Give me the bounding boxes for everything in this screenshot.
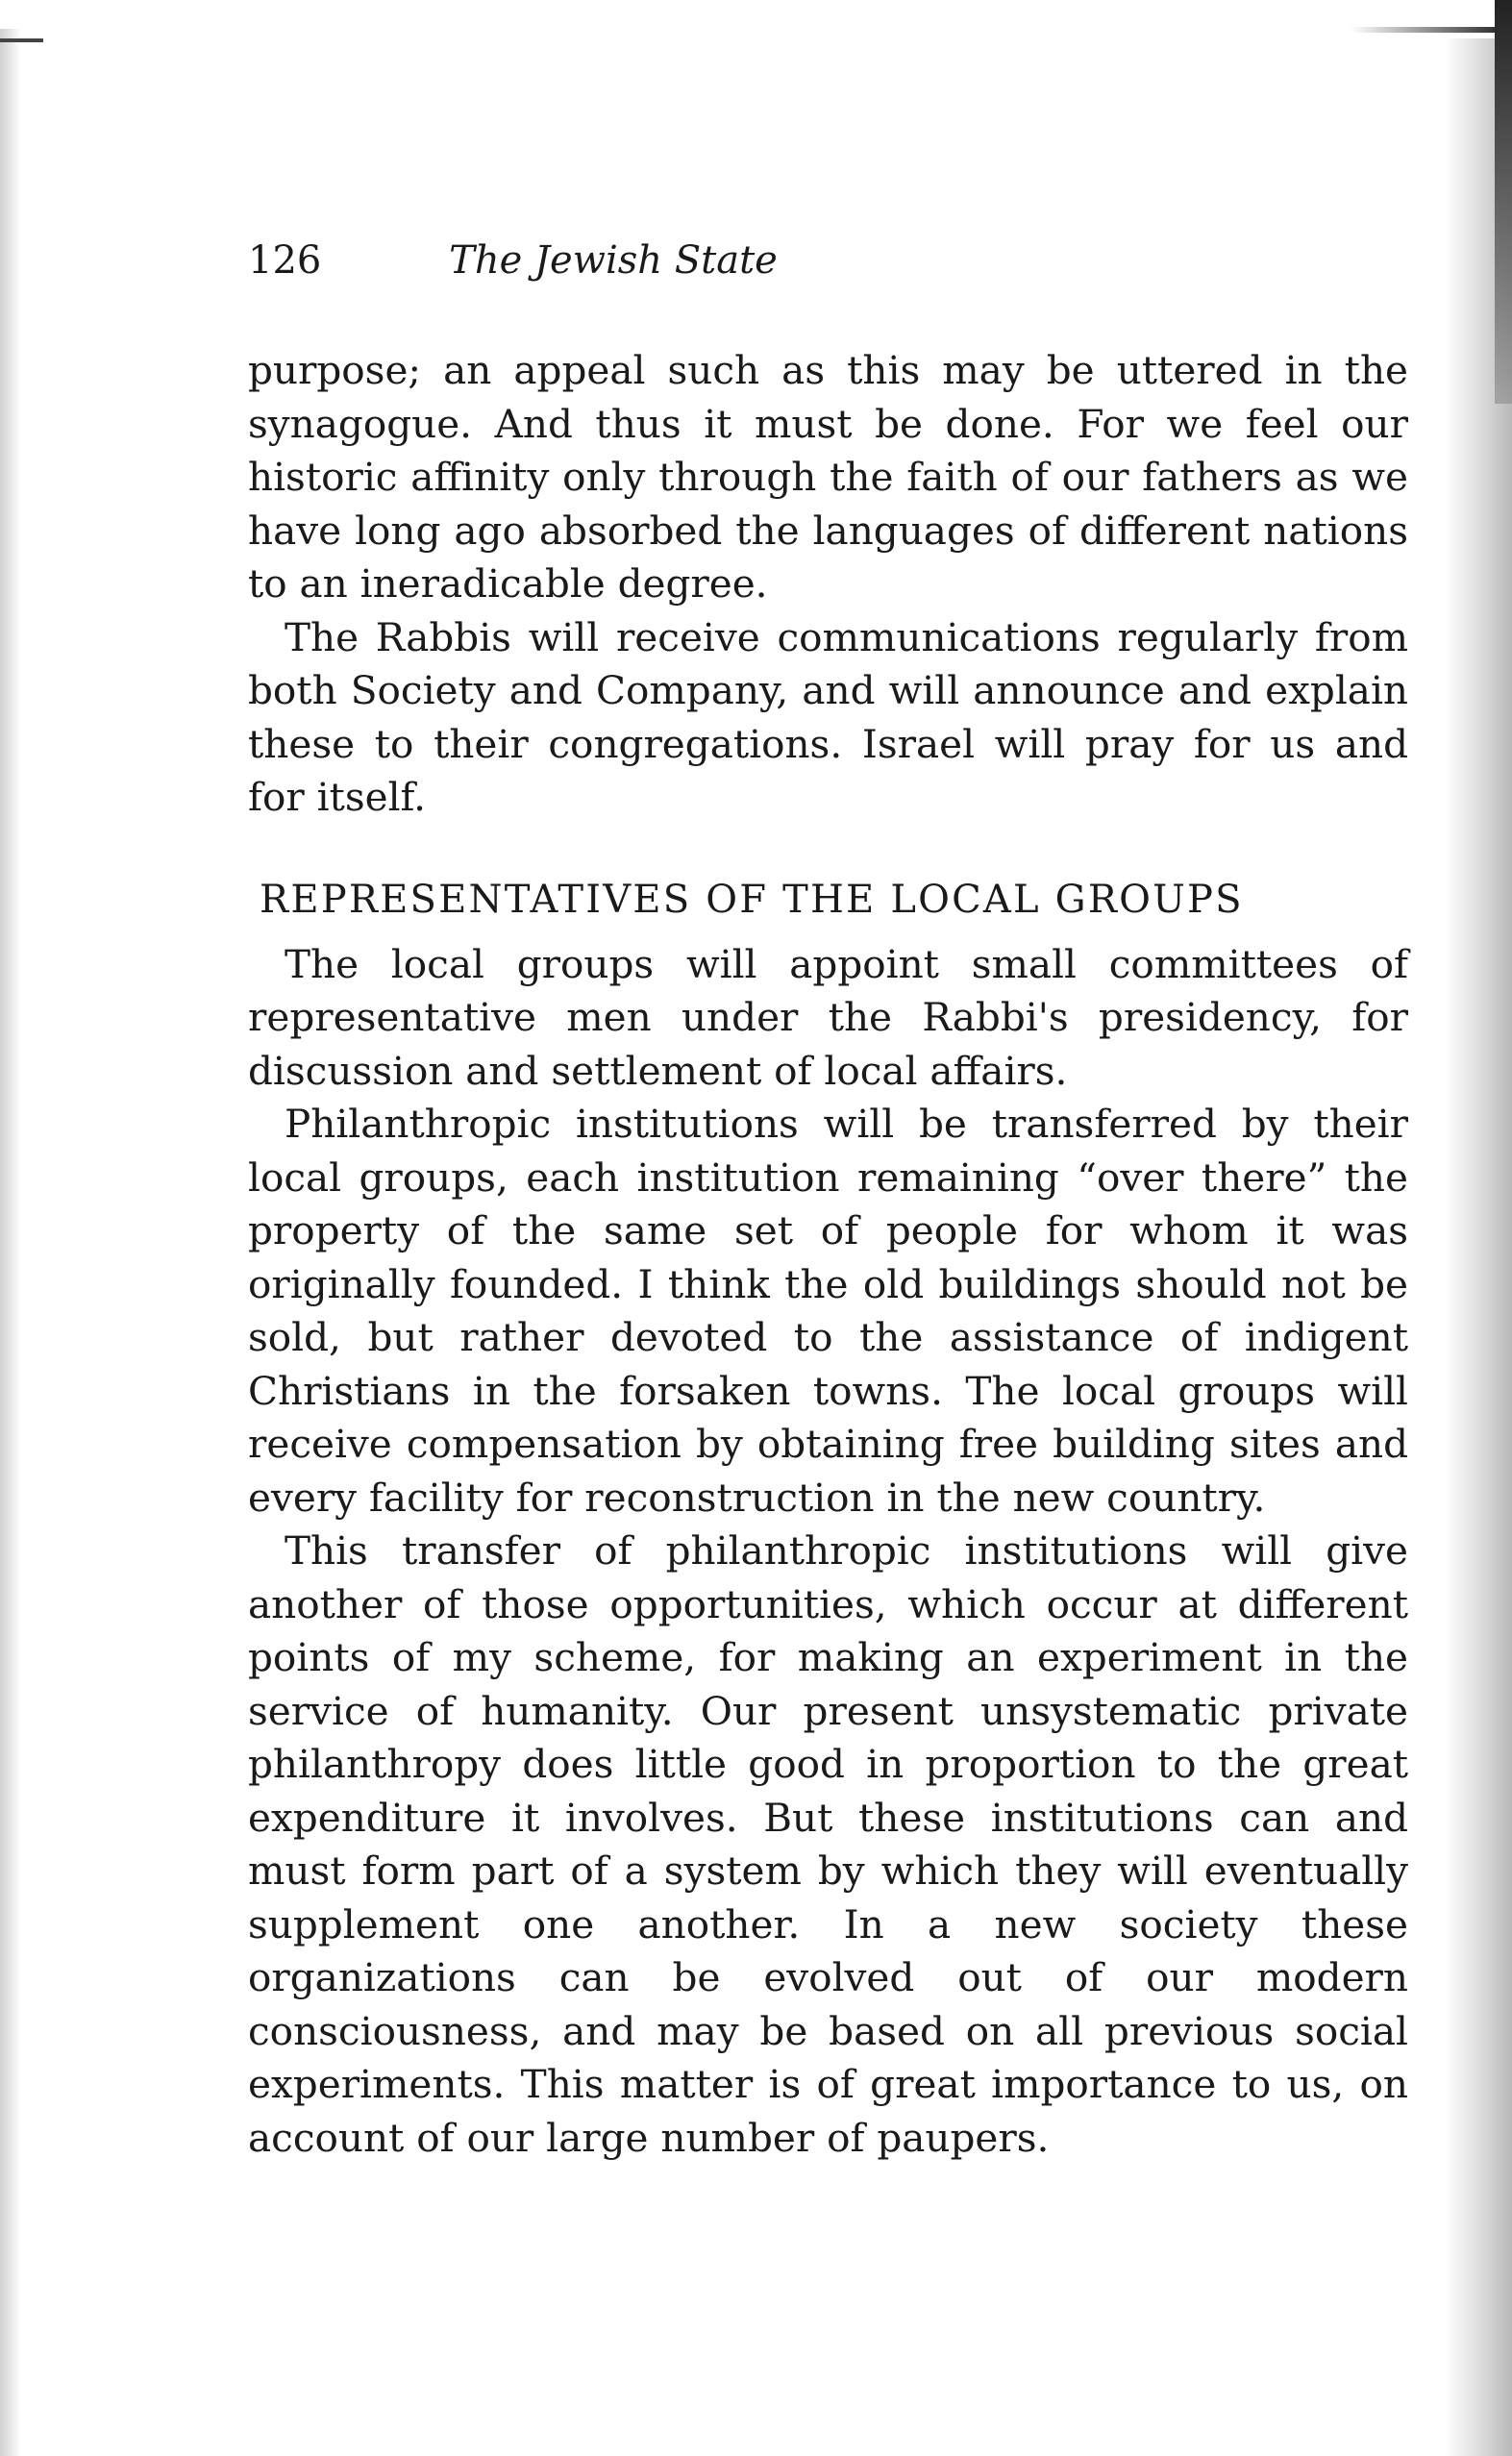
- paragraph-rabbis: The Rabbis will receive communications regularly from both Society and Company, and will announce and explain these to their congregations. Israel will pray for us and for itself.: [248, 613, 1408, 820]
- scan-edge-left: [0, 29, 21, 2456]
- paragraph-transfer-experiment: This transfer of philanthropic institutions will give another of those opportunities, which occur at different points of my scheme, for making an experiment in the service of humanity. Our present unsystematic private philanthropy does little good in proportion to the great expenditure it involves. But these institutions can and must form part of a system by which they will eventually supplement one another. In a new society these organizations can be evolved out of our modern consciousness, and may be based on all previous social experiments. This matter is of great importance to us, on account of our large number of paupers.: [248, 1527, 1408, 2161]
- scan-edge-right-dark: [1495, 0, 1512, 404]
- paragraph-philanthropic-institutions: Philanthropic institutions will be transferred by their local groups, each institution remaining “over there” the property of the same set of people for whom it was originally founded. I think the old buildings should not be sold, but rather devoted to the assistance of indigent Christians in the forsaken towns. The local groups will receive compensation by obtaining free building sites and every facility for reconstruction in the new country.: [248, 1101, 1408, 1521]
- scan-edge-top-left: [0, 38, 43, 42]
- page-body: [248, 344, 1408, 2165]
- paragraph-continued: purpose; an appeal such as this may be uttered in the synagogue. And thus it must be done. For we feel our historic affinity only through the faith of our fathers as we have long ago absorbed the languages of different nations to an ineradicable degree.: [248, 347, 1408, 607]
- paragraph-local-groups: The local groups will appoint small committees of representative men under the Rabbi's presidency, for discussion and settlement of local affairs.: [248, 940, 1408, 1094]
- page-number: 126: [248, 238, 322, 283]
- running-title: The Jewish State: [449, 238, 778, 283]
- scan-edge-top-right: [1351, 27, 1495, 33]
- section-heading: REPRESENTATIVES OF THE LOCAL GROUPS: [260, 877, 1244, 922]
- page-header: [248, 227, 1408, 294]
